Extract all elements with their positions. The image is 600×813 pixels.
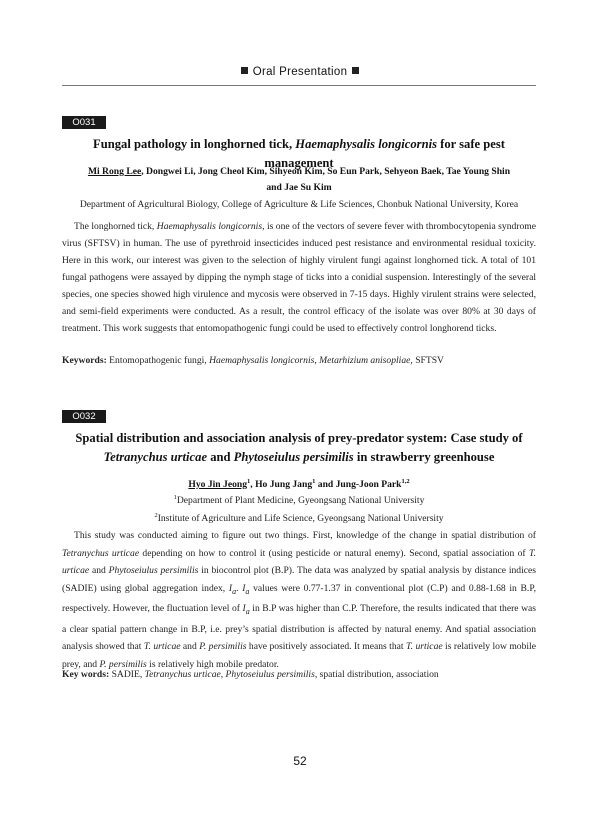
keyword-text: SADIE, xyxy=(109,669,145,680)
index-subscript: a xyxy=(245,607,250,617)
keyword-text: Entomopathogenic fungi, xyxy=(106,355,210,366)
title-species: Tetranychus urticae xyxy=(103,450,208,464)
title-species: Phytoseiulus persimilis xyxy=(233,450,354,464)
body-species: T. urticae xyxy=(62,547,536,577)
title-text: and xyxy=(207,450,234,464)
author-names: , Ho Jung Jang xyxy=(250,479,313,491)
author-names: and Jung-Joon Park xyxy=(315,479,402,491)
body-species: T. urticae xyxy=(143,641,181,653)
body-text: and xyxy=(180,641,200,653)
keywords-label: Keywords: xyxy=(62,355,107,366)
title-text: for safe pest management xyxy=(264,137,505,170)
keyword-species: Phytoseiulus persimilis xyxy=(225,669,315,680)
body-text: , is one of the vectors of severe fever with thrombocytopenia syndrome virus (SFTSV) in human. The use of pyrethroid insecticides induced pest resistance and environmental residual toxicity. Here in this work, our interest was given to the selection of highly virulent fungi against longhorned tick. A total of 101 fungal pathogens were assayed by dipping the nymph stage of ticks into a conidial suspension. Interestingly of the several species, one species showed high virulence and mycosis were observed in 7-15 days. Highly virulent strains were selected, and semi-field experiments were conducted. As a result, the control efficacy of the isolate was over 80% at 30 days of treatment. This work suggests that entomopathogenic fungi could be used to effectively control longhorend ticks. xyxy=(62,221,537,334)
author-list xyxy=(62,164,536,196)
affiliation-list xyxy=(62,490,536,526)
title-species: Haemaphysalis longicornis xyxy=(295,137,437,151)
index-subscript: a xyxy=(232,586,237,596)
body-text: values were 0.77-1.37 in conventional plot (C.P) and 0.88-1.68 in B.P, respectively. However, the fluctuation level of xyxy=(62,582,537,615)
author-affil-mark: 1 xyxy=(247,478,251,485)
presenter-name: Hyo Jin Jeong xyxy=(188,479,248,491)
keyword-species: Metarhizium anisopliae, xyxy=(319,355,413,366)
body-text: This study was conducted aiming to figure out two things. First, knowledge of the change in spatial distribution of xyxy=(74,530,536,541)
keywords xyxy=(62,667,536,682)
index-symbol: I xyxy=(242,603,246,615)
square-bullet-icon xyxy=(241,67,248,74)
keyword-text: , xyxy=(220,669,226,680)
abstract-code-badge: O031 xyxy=(62,116,106,129)
affiliation: Institute of Agriculture and Life Science, Gyeongsang National University xyxy=(157,513,444,525)
body-species: T. urticae xyxy=(406,641,443,653)
abstract-title xyxy=(62,429,536,467)
body-text: is relatively low mobile prey, and xyxy=(62,641,536,670)
abstract-code-badge: O032 xyxy=(62,410,106,423)
body-text: in biocontrol plot (B.P). The data was analyzed by spatial analysis by distance indices (SADIE) using global aggregation index, xyxy=(62,565,536,594)
title-text: in strawberry greenhouse xyxy=(353,450,495,464)
affiliation: Department of Plant Medicine, Gyeongsang National University xyxy=(176,495,425,507)
keywords xyxy=(62,353,536,368)
header-rule xyxy=(62,85,536,86)
body-species: P. persimilis xyxy=(199,641,247,653)
presenter-name: Mi Rong Lee xyxy=(87,166,142,177)
author-affil-mark: 1 xyxy=(312,478,316,485)
author-names: , Dongwei Li, Jong Cheol Kim, Sihyeon Kim, So Eun Park, Sehyeon Baek, Tae Young Shin xyxy=(141,166,511,177)
body-text: and xyxy=(89,565,109,577)
index-symbol: I xyxy=(242,582,246,594)
square-bullet-icon xyxy=(352,67,359,74)
keyword-text: SFTSV xyxy=(412,355,444,366)
index-symbol: I xyxy=(228,582,233,594)
title-text: Spatial distribution and association analysis of prey-predator system: Case study of xyxy=(75,431,523,445)
keyword-species: Tetranychus urticae xyxy=(144,669,221,680)
keywords-label: Key words: xyxy=(62,669,110,680)
body-species: P. persimilis xyxy=(99,658,147,670)
body-text: The longhorned tick, xyxy=(74,221,157,232)
keyword-text: , xyxy=(314,355,320,366)
page-number: 52 xyxy=(293,754,307,768)
body-text: have positively associated. It means that xyxy=(246,641,406,653)
author-affil-mark: 1,2 xyxy=(401,478,410,485)
body-text: in B.P was higher than C.P. Therefore, the results indicated that there was a clear spatial pattern change in B.P, i.e. prey’s spatial distribution is affected by natural enemy. And spatial association analysis showed that xyxy=(62,603,537,653)
keyword-text: , spatial distribution, association xyxy=(314,669,439,680)
section-header-label: Oral Presentation xyxy=(252,66,348,78)
body-species: Tetranychus urticae xyxy=(62,547,140,559)
keyword-species: Haemaphysalis longicornis xyxy=(209,355,315,366)
body-species: Haemaphysalis longicornis xyxy=(156,221,263,232)
author-names: and Jae Su Kim xyxy=(266,182,332,193)
title-text: Fungal pathology in longhorned tick, xyxy=(93,137,296,151)
index-subscript: a xyxy=(245,586,250,596)
body-text: is relatively high mobile predator. xyxy=(146,658,279,670)
section-header xyxy=(0,66,600,78)
affiliation: Department of Agricultural Biology, College of Agriculture & Life Sciences, Chonbuk National University, Korea xyxy=(79,199,519,210)
body-species: Phytoseiulus persimilis xyxy=(108,565,199,577)
body-text: depending on how to control it (using pesticide or natural enemy). Second, spatial association of xyxy=(139,547,529,559)
abstract-body xyxy=(62,218,536,337)
affil-mark: 1 xyxy=(173,494,177,501)
affil-mark: 2 xyxy=(154,512,158,520)
body-text: . xyxy=(236,582,243,594)
abstract-body xyxy=(62,527,536,674)
